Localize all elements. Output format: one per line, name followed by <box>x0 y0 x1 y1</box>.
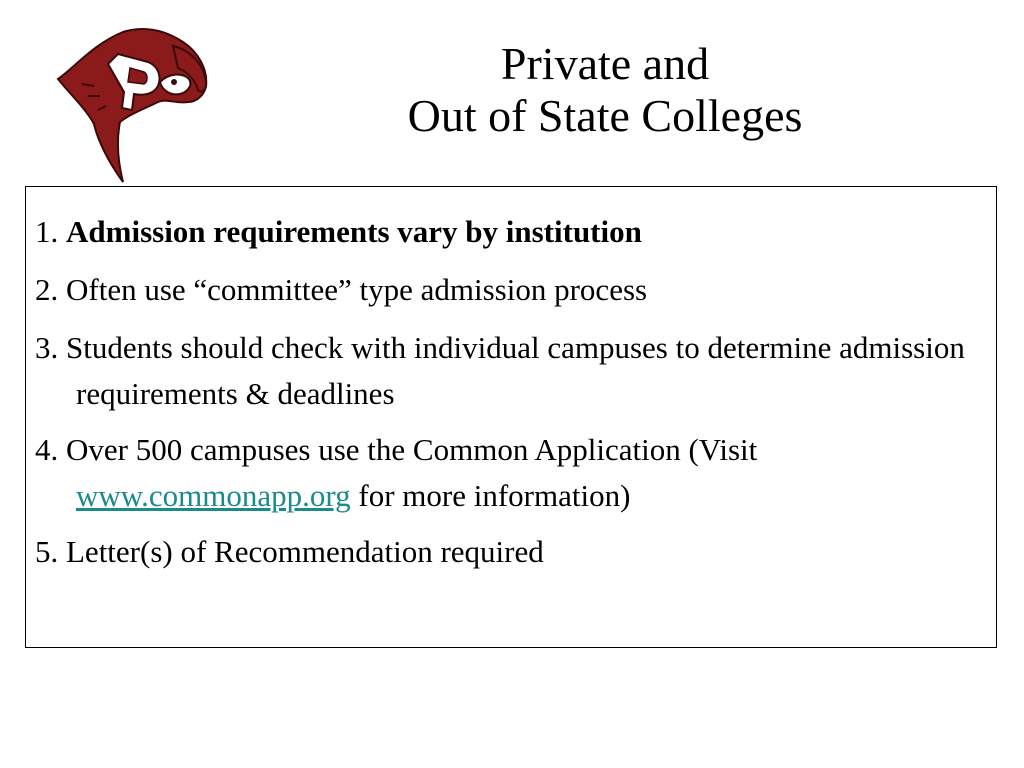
title-line-2: Out of State Colleges <box>407 90 803 141</box>
slide-title <box>300 38 910 142</box>
list-item: 2. Often use “committee” type admission process <box>35 272 648 307</box>
list-item: 1. Admission requirements vary by institution <box>35 214 642 249</box>
content-box <box>25 186 997 648</box>
requirements-list <box>35 209 985 587</box>
list-item: 4. Over 500 campuses use the Common Application (Visit www.commonapp.org for more information) <box>35 432 758 513</box>
parrot-logo-icon <box>48 24 218 184</box>
title-line-1: Private and <box>500 38 710 89</box>
list-item: 3. Students should check with individual campuses to determine admission requirements & deadlines <box>35 330 965 411</box>
list-item: 5. Letter(s) of Recommendation required <box>35 534 544 569</box>
commonapp-link[interactable]: www.commonapp.org <box>76 478 351 513</box>
